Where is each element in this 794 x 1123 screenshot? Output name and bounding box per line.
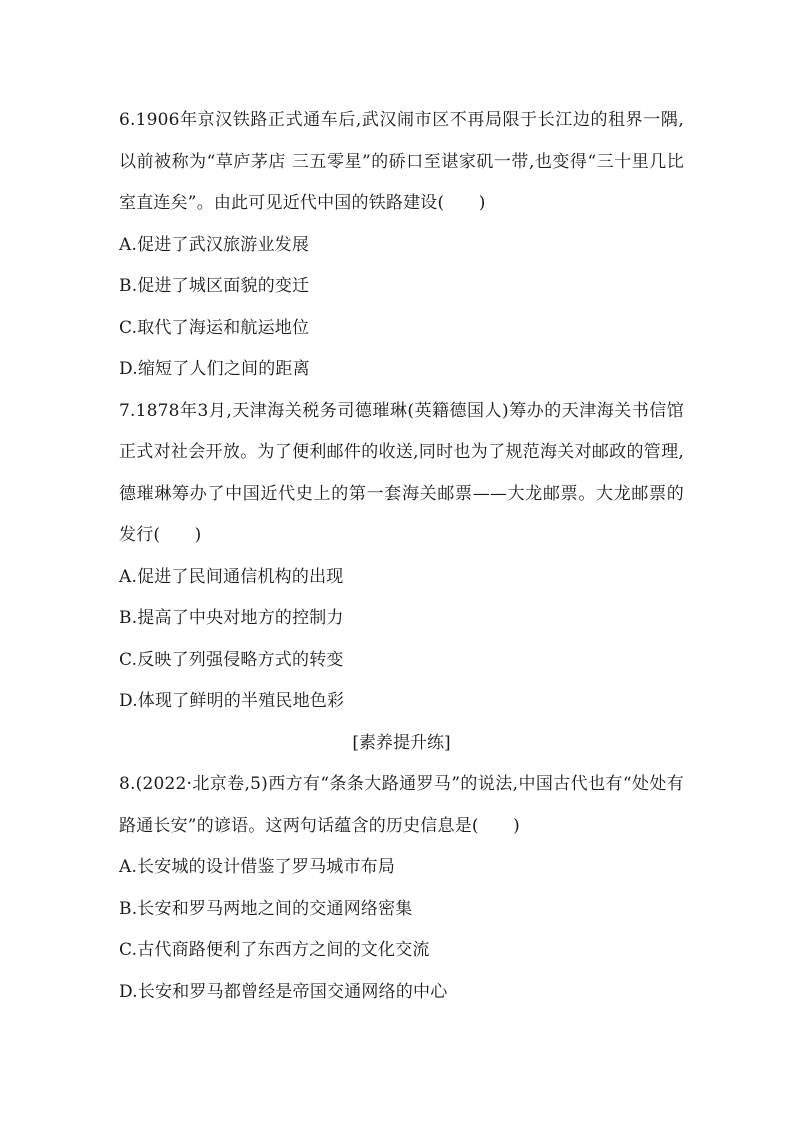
option-c: C.取代了海运和航运地位: [119, 317, 310, 338]
option-d: D.体现了鲜明的半殖民地色彩: [119, 691, 345, 711]
option-a: A.促进了民间通信机构的出现: [119, 566, 344, 587]
option-b: B.促进了城区面貌的变迁: [119, 276, 310, 296]
question-7: [119, 391, 684, 723]
worksheet-page: [119, 100, 684, 1013]
question-8: [119, 764, 684, 1013]
section-heading: [素养提升练]: [352, 732, 451, 753]
option-c: C.古代商路便利了东西方之间的文化交流: [119, 940, 430, 960]
question-6: [119, 100, 684, 391]
question-stem: 6.1906年京汉铁路正式通车后,武汉闹市区不再局限于长江边的租界一隅,以前被称为“草庐茅店 三五零星”的硚口至谌家矶一带,也变得“三十里几比室直连矣”。由此可见近代中国的铁路建设( ): [119, 110, 684, 213]
option-d: D.缩短了人们之间的距离: [119, 359, 310, 379]
question-stem: 7.1878年3月,天津海关税务司德璀琳(英籍德国人)筹办的天津海关书信馆正式对社会开放。为了便利邮件的收送,同时也为了规范海关对邮政的管理,德璀琳筹办了中国近代史上的第一套海关邮票——大龙邮票。大龙邮票的发行( ): [119, 400, 684, 545]
option-a: A.促进了武汉旅游业发展: [119, 234, 310, 255]
option-c: C.反映了列强侵略方式的转变: [119, 649, 344, 670]
option-b: B.提高了中央对地方的控制力: [119, 608, 344, 628]
option-d: D.长安和罗马都曾经是帝国交通网络的中心: [119, 981, 448, 1002]
option-b: B.长安和罗马两地之间的交通网络密集: [119, 898, 413, 919]
question-stem: 8.(2022·北京卷,5)西方有“条条大路通罗马”的说法,中国古代也有“处处有路通长安”的谚语。这两句话蕴含的历史信息是( ): [119, 774, 684, 836]
option-a: A.长安城的设计借鉴了罗马城市布局: [119, 857, 396, 877]
